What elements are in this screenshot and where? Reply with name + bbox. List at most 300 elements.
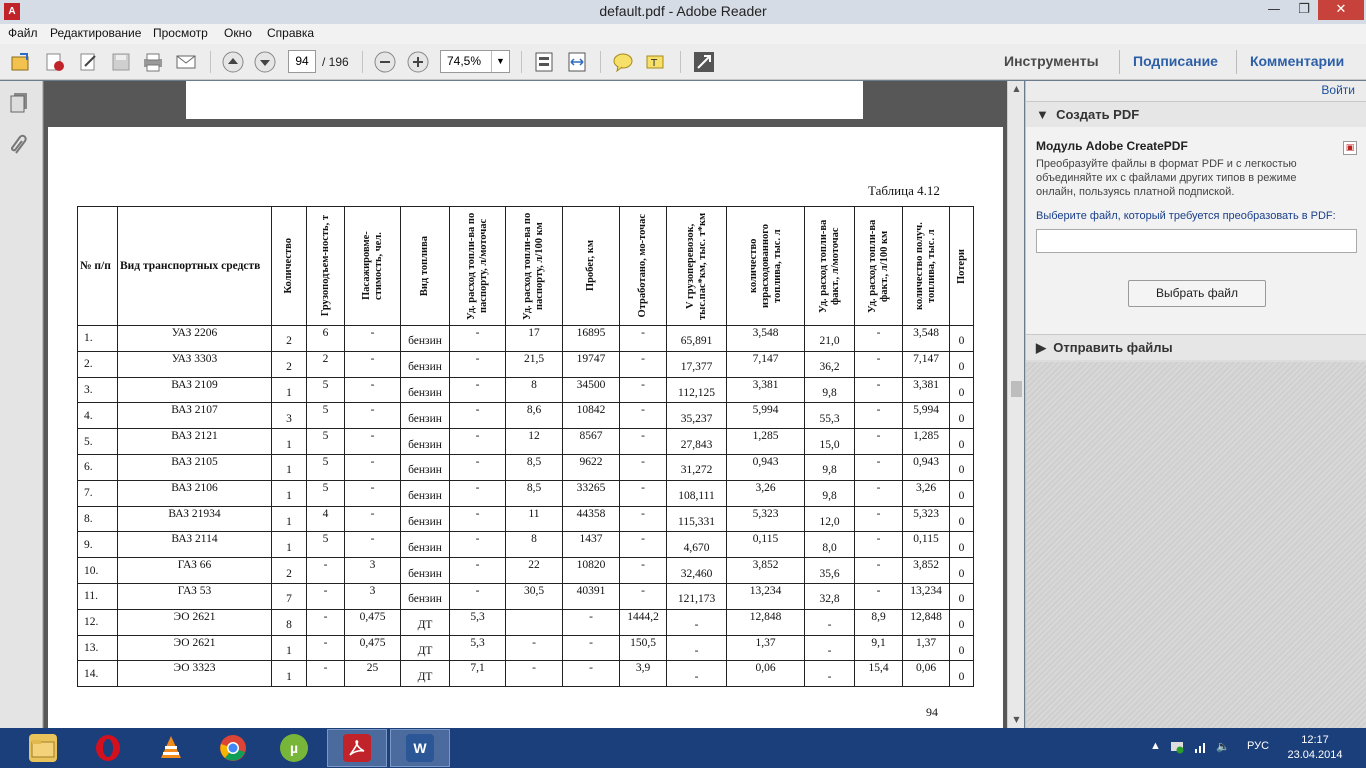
table-cell: 0 [950,635,974,661]
separator [1119,50,1120,74]
table-cell: 4 [307,506,345,532]
table-cell: 11. [78,583,118,609]
column-header [450,207,506,326]
column-header [307,207,345,326]
table-cell: бензин [401,351,450,377]
clock-date: 23.04.2014 [1287,749,1343,761]
word-icon: W [406,734,434,762]
previous-page [186,81,863,119]
taskbar-word[interactable] [390,729,450,767]
table-cell: - [620,532,667,558]
table-cell: 3 [345,558,401,584]
minimize-button[interactable]: — [1267,2,1281,17]
scroll-down-icon[interactable]: ▼ [1013,715,1020,724]
table-cell: 0 [950,583,974,609]
opera-icon [94,734,122,762]
table-cell: 1 [272,377,307,403]
table-cell: 1 [272,661,307,687]
scrollbar-thumb[interactable] [1011,381,1022,397]
menu-help[interactable]: Справка [267,26,315,40]
table-cell: 4,670 [667,532,727,558]
table-cell: 55,3 [805,403,855,429]
column-header [620,207,667,326]
table-cell: - [620,506,667,532]
table-row [78,635,974,661]
table-cell [506,609,563,635]
taskbar-chrome[interactable] [203,729,263,767]
zoom-select[interactable] [440,50,510,73]
table-cell: 5 [307,403,345,429]
table-cell: - [450,326,506,352]
table-cell: - [667,609,727,635]
open-icon[interactable] [9,50,33,74]
table-cell: - [855,351,903,377]
table-cell: - [563,661,620,687]
table-row [78,532,974,558]
adobe-reader-icon[interactable]: A [4,3,20,20]
table-cell: - [450,583,506,609]
table-cell: - [855,480,903,506]
table-cell: 3,26 [903,480,950,506]
table-cell: ВАЗ 2114 [118,532,272,558]
menu-bar [0,24,1366,44]
language-indicator[interactable]: РУС [1247,740,1270,752]
table-cell: 11 [506,506,563,532]
print-icon[interactable] [141,50,165,74]
table-cell: 10820 [563,558,620,584]
table-cell: 8,0 [805,532,855,558]
expanded-triangle-icon: ▼ [1036,107,1049,122]
table-cell: ЭО 3323 [118,661,272,687]
attachment-icon[interactable] [8,133,30,155]
highlight-icon[interactable] [644,50,668,74]
table-cell: 25 [345,661,401,687]
table-cell: 8,5 [506,480,563,506]
table-cell: 0,06 [727,661,805,687]
table-cell: 7,147 [903,351,950,377]
svg-text:T: T [651,58,658,69]
table-cell: 5,3 [450,635,506,661]
table-cell: - [307,583,345,609]
table-cell: ДТ [401,635,450,661]
title-bar [0,0,1366,24]
send-files-section-header[interactable] [1026,334,1366,360]
table-cell: 12,848 [903,609,950,635]
column-header-text: Отработано, мо-точас [637,214,648,318]
table-cell: 0 [950,403,974,429]
table-cell: - [620,454,667,480]
collapsed-triangle-icon: ▶ [1036,340,1046,355]
table-cell: 65,891 [667,326,727,352]
table-cell: - [450,558,506,584]
table-cell: - [450,480,506,506]
fullscreen-icon[interactable] [692,50,716,74]
table-cell: 8,5 [506,454,563,480]
separator [680,51,681,73]
column-header [345,207,401,326]
table-cell: - [667,635,727,661]
table-cell: УАЗ 3303 [118,351,272,377]
table-cell: - [345,532,401,558]
column-header-text: Вид топлива [419,235,430,297]
table-cell: 21,5 [506,351,563,377]
table-cell: 3,26 [727,480,805,506]
table-cell: 9,1 [855,635,903,661]
table-cell: 0 [950,429,974,455]
table-cell: 7. [78,480,118,506]
table-row [78,506,974,532]
menu-file[interactable]: Файл [8,26,38,40]
table-cell: - [620,403,667,429]
table-cell: ВАЗ 2121 [118,429,272,455]
table-cell: 12 [506,429,563,455]
table-cell: 5,3 [450,609,506,635]
table-cell: - [620,377,667,403]
table-cell: 7 [272,583,307,609]
table-cell: - [620,429,667,455]
comments-link[interactable]: Комментарии [1250,53,1345,69]
fit-width-icon[interactable] [565,50,589,74]
create-pdf-icon[interactable] [43,50,67,74]
table-cell: - [805,661,855,687]
table-row [78,558,974,584]
table-cell: бензин [401,429,450,455]
vertical-scrollbar[interactable] [1007,81,1024,728]
table-cell: 5. [78,429,118,455]
table-cell: бензин [401,326,450,352]
column-header: № п/п [78,207,118,326]
fit-page-icon[interactable] [532,50,556,74]
table-cell: 2 [307,351,345,377]
sign-in-link[interactable]: Войти [1321,83,1355,97]
table-cell: 5,994 [727,403,805,429]
createpdf-description: Преобразуйте файлы в формат PDF и с легкостью объединяйте их с файлами других типов в режиме онлайн, пользуясь платной подпиской. [1036,158,1297,198]
document-view[interactable] [44,81,1007,728]
table-cell: - [855,454,903,480]
taskbar-adobe-reader[interactable] [327,729,387,767]
window-title: default.pdf - Adobe Reader [599,3,767,19]
table-row [78,583,974,609]
table-cell: - [450,351,506,377]
next-page-icon[interactable] [253,50,277,74]
signal-icon[interactable] [1194,740,1208,757]
table-cell: 7,147 [727,351,805,377]
zoom-value: 74,5% [447,54,482,68]
column-header [667,207,727,326]
table-cell: бензин [401,583,450,609]
table-cell: 3,548 [727,326,805,352]
table-cell: 4. [78,403,118,429]
table-cell: 32,460 [667,558,727,584]
table-cell: 0 [950,532,974,558]
save-icon[interactable] [109,50,133,74]
separator [600,51,601,73]
table-cell: - [345,480,401,506]
table-cell: - [855,506,903,532]
fuel-table [77,206,974,687]
table-cell: - [345,351,401,377]
separator [362,51,363,73]
table-cell: 0 [950,558,974,584]
table-cell: 27,843 [667,429,727,455]
volume-icon[interactable]: 🔈 [1216,741,1230,753]
table-cell: ВАЗ 21934 [118,506,272,532]
column-header-text: Уд. расход топли-ва факт., л/моточас [817,219,841,313]
table-cell: 17 [506,326,563,352]
table-cell: 0,475 [345,609,401,635]
table-cell: - [855,532,903,558]
column-header-text: Пробег, км [585,240,596,292]
table-cell: - [620,480,667,506]
table-cell: 5,994 [903,403,950,429]
taskbar-file-explorer[interactable] [13,729,73,767]
table-cell: бензин [401,506,450,532]
table-cell: - [450,377,506,403]
table-cell: 13,234 [727,583,805,609]
table-cell: 112,125 [667,377,727,403]
table-cell: бензин [401,454,450,480]
close-button[interactable]: ✕ [1318,0,1364,20]
table-cell: 0 [950,326,974,352]
table-cell: - [345,429,401,455]
column-header-text: Уд. расход топли-ва по паспорту, л/100 км [522,212,545,320]
select-file-prompt: Выберите файл, который требуется преобразовать в PDF: [1036,210,1336,222]
table-cell: 0,115 [727,532,805,558]
table-row [78,377,974,403]
table-cell: 3. [78,377,118,403]
table-cell: 8567 [563,429,620,455]
table-cell: 6 [307,326,345,352]
table-cell: 2 [272,326,307,352]
table-row [78,480,974,506]
column-header [727,207,805,326]
table-cell: 12. [78,609,118,635]
send-files-heading: Отправить файлы [1053,340,1173,355]
table-cell: ЭО 2621 [118,609,272,635]
table-cell: 9,8 [805,377,855,403]
column-header [401,207,450,326]
table-cell: 0,943 [903,454,950,480]
table-cell: 34500 [563,377,620,403]
table-cell: 1 [272,454,307,480]
restore-button[interactable]: ❐ [1298,2,1310,17]
table-cell: 10842 [563,403,620,429]
table-cell: - [345,454,401,480]
menu-window[interactable]: Окно [224,26,252,40]
table-cell: 44358 [563,506,620,532]
table-cell: 9. [78,532,118,558]
table-cell: - [855,583,903,609]
table-cell: 1 [272,635,307,661]
table-cell: 1,37 [727,635,805,661]
table-cell: бензин [401,403,450,429]
table-cell: бензин [401,532,450,558]
table-body [78,326,974,687]
separator [521,51,522,73]
column-header [855,207,903,326]
table-cell: 2 [272,351,307,377]
table-cell: 8 [506,532,563,558]
table-cell: - [307,609,345,635]
table-cell: бензин [401,377,450,403]
table-cell: ВАЗ 2109 [118,377,272,403]
previous-page-icon[interactable] [221,50,245,74]
table-cell: 13,234 [903,583,950,609]
table-cell: - [620,583,667,609]
table-cell: 0,475 [345,635,401,661]
taskbar [0,728,1366,768]
menu-view[interactable]: Просмотр [153,26,208,40]
panel-empty-area [1026,362,1366,728]
table-cell: 1,37 [903,635,950,661]
table-cell: 0,06 [903,661,950,687]
table-cell: 35,237 [667,403,727,429]
comment-icon[interactable] [611,50,635,74]
clock-time: 12:17 [1301,734,1329,746]
page-number: 94 [926,705,938,719]
menu-edit[interactable]: Редактирование [50,26,142,40]
table-cell: - [345,326,401,352]
taskbar-vlc[interactable] [141,729,201,767]
table-cell: 8 [272,609,307,635]
column-header-text: Уд. расход топли-ва по паспорту, л/моточас [465,212,489,320]
table-cell: ГАЗ 53 [118,583,272,609]
taskbar-opera[interactable] [78,729,138,767]
table-cell: 0 [950,351,974,377]
page-total: / 196 [322,55,349,69]
table-cell: 1437 [563,532,620,558]
column-header-text: Уд. расход топли-ва факт., л/100 км [866,219,890,313]
table-row [78,326,974,352]
selected-file-field[interactable] [1036,229,1357,253]
pdf-convert-icon: ▣ [1343,141,1357,155]
table-cell: 0 [950,454,974,480]
column-header [506,207,563,326]
network-status-icon[interactable] [1170,740,1184,757]
table-caption: Таблица 4.12 [868,183,940,198]
table-cell: 12,0 [805,506,855,532]
table-cell: 115,331 [667,506,727,532]
table-cell: 15,4 [855,661,903,687]
table-cell: 0 [950,377,974,403]
tools-panel [1025,81,1366,728]
table-cell: ГАЗ 66 [118,558,272,584]
table-cell: 33265 [563,480,620,506]
table-cell: 9,8 [805,454,855,480]
table-cell: - [620,558,667,584]
table-cell: 19747 [563,351,620,377]
table-cell: 1444,2 [620,609,667,635]
table-cell: 17,377 [667,351,727,377]
clock[interactable] [1280,733,1350,763]
table-cell: бензин [401,480,450,506]
page-number-input[interactable]: 94 [288,50,316,73]
table-cell: 16895 [563,326,620,352]
table-cell: - [855,403,903,429]
separator [210,51,211,73]
email-icon[interactable] [174,50,198,74]
table-cell: 5 [307,377,345,403]
table-cell: - [506,661,563,687]
table-cell: - [667,661,727,687]
table-cell: 150,5 [620,635,667,661]
table-row [78,351,974,377]
table-cell: 12,848 [727,609,805,635]
edit-icon[interactable] [77,50,101,74]
table-cell: 13. [78,635,118,661]
table-cell: ВАЗ 2106 [118,480,272,506]
table-cell: 6. [78,454,118,480]
table-cell: 3,852 [903,558,950,584]
create-pdf-section-header[interactable] [1026,101,1366,127]
panel-top-bar [1026,81,1366,101]
chevron-down-icon[interactable]: ▼ [491,51,509,72]
table-cell: 3,548 [903,326,950,352]
table-row [78,429,974,455]
table-cell: 3,852 [727,558,805,584]
table-cell: 0,943 [727,454,805,480]
vlc-icon [157,734,185,762]
zoom-in-icon[interactable] [406,50,430,74]
table-row [78,609,974,635]
sign-link[interactable]: Подписание [1133,53,1218,69]
page-thumbnails-icon[interactable] [8,91,30,113]
show-hidden-icons[interactable]: ▲ [1150,740,1161,752]
table-cell: бензин [401,558,450,584]
taskbar-utorrent[interactable] [264,729,324,767]
table-cell: 8. [78,506,118,532]
zoom-out-icon[interactable] [373,50,397,74]
table-cell: 8 [506,377,563,403]
table-row [78,661,974,687]
table-cell: УАЗ 2206 [118,326,272,352]
select-file-button[interactable]: Выбрать файл [1128,280,1266,307]
separator [1236,50,1237,74]
table-cell: 10. [78,558,118,584]
table-cell: 22 [506,558,563,584]
table-cell: - [450,403,506,429]
column-header-text: V грузоперевозок, тыс.пас*км, тыс. т*км [684,212,708,320]
table-cell: - [450,429,506,455]
table-cell: 1 [272,480,307,506]
create-pdf-heading: Создать PDF [1056,107,1140,122]
column-header [272,207,307,326]
table-cell: 8,9 [855,609,903,635]
table-cell: 36,2 [805,351,855,377]
chrome-icon [219,734,247,762]
table-cell: - [450,454,506,480]
scroll-up-icon[interactable]: ▲ [1013,84,1020,93]
table-cell: - [563,635,620,661]
table-cell: - [307,558,345,584]
column-header-text: Потери [955,248,967,284]
table-cell: - [307,635,345,661]
table-cell: - [450,506,506,532]
table-cell: 1,285 [903,429,950,455]
table-cell: 30,5 [506,583,563,609]
table-cell: 0 [950,609,974,635]
table-cell: 1,285 [727,429,805,455]
left-navigation-pane [0,81,43,728]
tools-link[interactable]: Инструменты [1004,53,1099,69]
table-cell: - [450,532,506,558]
table-cell: 1 [272,532,307,558]
table-cell: ДТ [401,609,450,635]
table-cell: 2. [78,351,118,377]
column-header-text: количество получ. топлива, тыс. л [914,222,937,310]
column-header [903,207,950,326]
table-cell: 0,115 [903,532,950,558]
